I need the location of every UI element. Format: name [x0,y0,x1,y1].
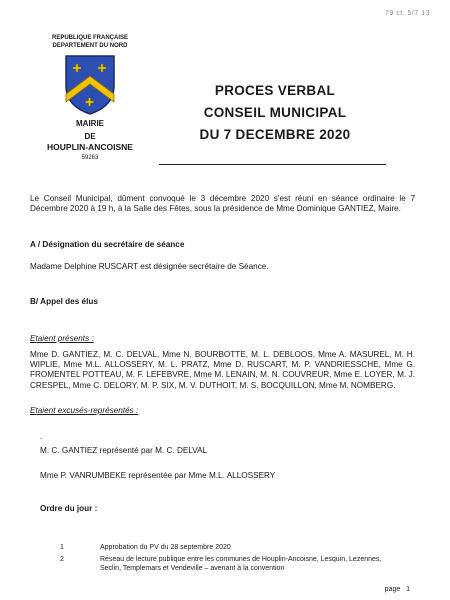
title-underline [159,164,386,165]
document-title [185,80,365,146]
postal-code: 59263 [81,155,99,161]
section-a-text: Madame Delphine RUSCART est désignée secrétaire de Séance. [30,262,269,271]
presents-heading: Etaient présents : [30,334,94,343]
excuses-line-1: M. C. GANTIEZ représenté par M. C. DELVAL [40,446,208,455]
title-line-3: DU 7 DECEMBRE 2020 [199,127,351,142]
presents-list: Mme D. GANTIEZ, M. C. DELVAL, Mme N. BOURBOTTE, M. L. DEBLOOS, Mme A. MASUREL, M. H. WIPLIE, Mme M.L. ALLOSSERY, M. L. PRATZ, Mme D. RUSCART, M. P. VANDRIESSCHE, Mme G. FROMENTEL POTTEAU, M. F. LEFEBVRE, Mme M. LENAIN, M. N. COUVREUR, Mme E. LOYER, M. J. CRESPEL, Mme C. DELORY, M. P. SIX, M. V. DUTHOIT, M. S. BOCQUILLON, Mme M. NOMBERG. [30,350,415,390]
excuses-line-2: Mme P. VANRUMBEKE représentée par Mme M.L. ALLOSSERY [40,471,276,480]
coat-of-arms-icon [64,54,116,116]
title-line-1: PROCES VERBAL [214,83,336,98]
republic-label: REPUBLIQUE FRANÇAISE [51,35,128,41]
commune-name: HOUPLIN-ANCOISNE [47,142,133,152]
excuses-heading: Etaient excusés-représentés : [30,406,139,415]
section-b-heading: B/ Appel des élus [30,297,98,306]
ordre-item-number: 2 [60,556,64,563]
title-line-2: CONSEIL MUNICIPAL [203,105,347,120]
page-number [385,586,410,593]
page-num: 1 [406,586,410,593]
section-a-heading: A / Désignation du secrétaire de séance [30,240,185,249]
excuses-bullet: . [40,432,43,441]
ordre-heading: Ordre du jour : [40,504,98,513]
mairie-label: MAIRIE [76,119,104,128]
archive-stamp: 79 ct. 5/7 13 [384,10,430,17]
de-label: DE [84,132,96,141]
ordre-item-number: 1 [60,544,64,551]
municipality-header [30,34,150,161]
intro-paragraph: Le Conseil Municipal, dûment convoqué le 3 décembre 2020 s'est réuni en séance ordinaire le 7 Décembre 2020 à 19 h, à la Salle des Fêtes, sous la présidence de Mme Dominique GANTIEZ, Maire. [30,194,415,214]
ordre-item-text: Approbation du PV du 28 septembre 2020 [100,544,231,551]
page-label: page [384,586,401,593]
ordre-item-text: Réseau de lecture publique entre les communes de Houplin-Ancoisne, Lesquin, Lezennes, Seclin, Templemars et Vendeville – avenant à la convention [100,556,382,572]
department-label: DEPARTEMENT DU NORD [52,43,128,49]
